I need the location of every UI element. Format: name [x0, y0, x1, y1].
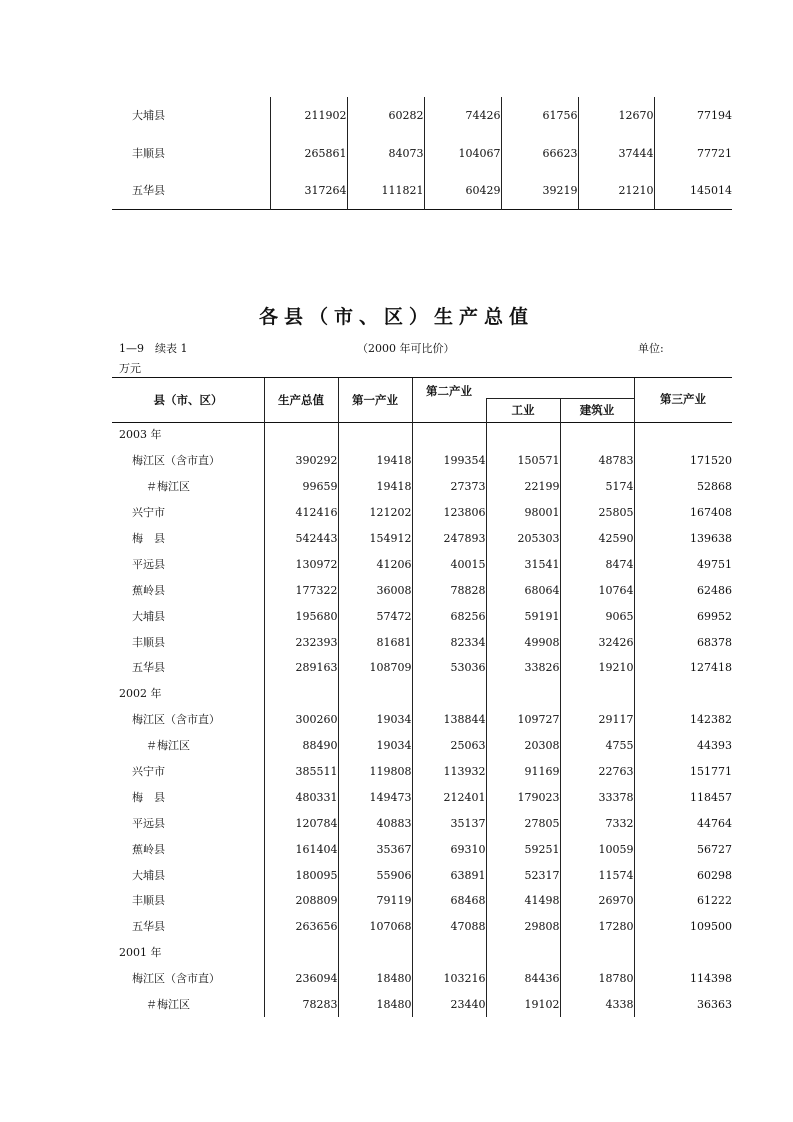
- table-row: [112, 888, 732, 914]
- tertiary-value: 36363: [634, 992, 732, 1018]
- year-row: [112, 940, 732, 966]
- construction-value: 11574: [560, 862, 634, 888]
- table-row: [112, 707, 732, 733]
- county-name: 大埔县: [132, 609, 165, 623]
- year-label: 2001 年: [119, 946, 162, 960]
- county-name: 五华县: [132, 920, 165, 934]
- header-secondary: 第二产业: [426, 384, 472, 398]
- construction-value: 18780: [560, 966, 634, 992]
- industry-value: 39219: [501, 172, 578, 210]
- tertiary-value: 52868: [634, 474, 732, 500]
- construction-value: 42590: [560, 526, 634, 552]
- construction-value: 8474: [560, 551, 634, 577]
- construction-value: 5174: [560, 474, 634, 500]
- industry-value: 33826: [486, 655, 560, 681]
- gdp-value: 265861: [270, 135, 347, 173]
- county-name: ＃梅江区: [146, 739, 190, 753]
- empty-cell: [486, 940, 560, 966]
- secondary-value: 138844: [412, 707, 486, 733]
- county-name: 平远县: [132, 557, 165, 571]
- secondary-value: 212401: [412, 784, 486, 810]
- primary-value: 18480: [338, 966, 412, 992]
- construction-value: 7332: [560, 810, 634, 836]
- gdp-value: 78283: [264, 992, 338, 1018]
- empty-cell: [264, 940, 338, 966]
- industry-value: 66623: [501, 135, 578, 173]
- primary-value: 40883: [338, 810, 412, 836]
- tertiary-value: 44393: [634, 733, 732, 759]
- industry-value: 61756: [501, 97, 578, 135]
- secondary-value: 27373: [412, 474, 486, 500]
- gdp-value: 88490: [264, 733, 338, 759]
- industry-value: 20308: [486, 733, 560, 759]
- industry-value: 49908: [486, 629, 560, 655]
- secondary-value: 47088: [412, 914, 486, 940]
- primary-value: 57472: [338, 603, 412, 629]
- continued-table: [112, 97, 732, 210]
- construction-value: 10764: [560, 577, 634, 603]
- year-row: [112, 681, 732, 707]
- table-row: [112, 733, 732, 759]
- tertiary-value: 68378: [634, 629, 732, 655]
- header-divider: [264, 378, 265, 422]
- county-name: 兴宁市: [132, 765, 165, 779]
- secondary-value: 78828: [412, 577, 486, 603]
- construction-value: 21210: [578, 172, 654, 210]
- gdp-value: 211902: [270, 97, 347, 135]
- gdp-value: 263656: [264, 914, 338, 940]
- tertiary-value: 56727: [634, 836, 732, 862]
- county-name: 丰顺县: [132, 146, 165, 160]
- tertiary-value: 118457: [634, 784, 732, 810]
- empty-cell: [634, 940, 732, 966]
- primary-value: 81681: [338, 629, 412, 655]
- primary-value: 60282: [347, 97, 424, 135]
- empty-cell: [634, 681, 732, 707]
- construction-value: 17280: [560, 914, 634, 940]
- table-row: [112, 992, 732, 1018]
- industry-value: 84436: [486, 966, 560, 992]
- tertiary-value: 145014: [654, 172, 732, 210]
- table-row: [112, 551, 732, 577]
- empty-cell: [560, 681, 634, 707]
- empty-cell: [486, 422, 560, 448]
- county-name: 平远县: [132, 816, 165, 830]
- industry-value: 29808: [486, 914, 560, 940]
- construction-value: 48783: [560, 448, 634, 474]
- tertiary-value: 44764: [634, 810, 732, 836]
- table-row: [112, 135, 732, 173]
- table-code: 1—9 续表 1: [119, 342, 188, 355]
- empty-cell: [412, 422, 486, 448]
- gdp-value: 412416: [264, 500, 338, 526]
- gdp-value: 99659: [264, 474, 338, 500]
- construction-value: 25805: [560, 500, 634, 526]
- primary-value: 41206: [338, 551, 412, 577]
- tertiary-value: 60298: [634, 862, 732, 888]
- tertiary-value: 151771: [634, 759, 732, 785]
- table-header: [112, 377, 732, 423]
- tertiary-value: 77721: [654, 135, 732, 173]
- county-name: 梅江区（含市直）: [132, 454, 220, 468]
- county-name: 梅江区（含市直）: [132, 972, 220, 986]
- secondary-value: 103216: [412, 966, 486, 992]
- industry-value: 98001: [486, 500, 560, 526]
- gdp-value: 385511: [264, 759, 338, 785]
- industry-value: 91169: [486, 759, 560, 785]
- year-label: 2002 年: [119, 687, 162, 701]
- primary-value: 36008: [338, 577, 412, 603]
- construction-value: 4338: [560, 992, 634, 1018]
- header-primary: 第一产业: [352, 393, 398, 407]
- primary-value: 35367: [338, 836, 412, 862]
- county-name: 蕉岭县: [132, 842, 165, 856]
- tertiary-value: 77194: [654, 97, 732, 135]
- industry-value: 52317: [486, 862, 560, 888]
- construction-value: 33378: [560, 784, 634, 810]
- primary-value: 119808: [338, 759, 412, 785]
- construction-value: 19210: [560, 655, 634, 681]
- secondary-value: 74426: [424, 97, 501, 135]
- gdp-value: 195680: [264, 603, 338, 629]
- header-tertiary: 第三产业: [660, 392, 706, 406]
- empty-cell: [338, 681, 412, 707]
- county-name: ＃梅江区: [146, 480, 190, 494]
- gdp-table: [112, 422, 732, 1017]
- county-name: 梅 县: [132, 790, 165, 804]
- primary-value: 108709: [338, 655, 412, 681]
- price-basis: （2000 年可比价）: [357, 342, 455, 355]
- county-name: 梅江区（含市直）: [132, 713, 220, 727]
- table-row: [112, 629, 732, 655]
- year-label: 2003 年: [119, 428, 162, 442]
- empty-cell: [486, 681, 560, 707]
- gdp-value: 130972: [264, 551, 338, 577]
- gdp-value: 232393: [264, 629, 338, 655]
- construction-value: 9065: [560, 603, 634, 629]
- table-row: [112, 97, 732, 135]
- secondary-value: 68256: [412, 603, 486, 629]
- gdp-value: 208809: [264, 888, 338, 914]
- county-name: 兴宁市: [132, 506, 165, 520]
- construction-value: 22763: [560, 759, 634, 785]
- empty-cell: [560, 940, 634, 966]
- table-row: [112, 836, 732, 862]
- header-divider: [634, 378, 635, 422]
- table-title: 各县（市、区）生产总值: [258, 306, 534, 328]
- secondary-value: 247893: [412, 526, 486, 552]
- unit-label: 单位:: [638, 342, 664, 355]
- gdp-value: 120784: [264, 810, 338, 836]
- secondary-value: 104067: [424, 135, 501, 173]
- secondary-value: 25063: [412, 733, 486, 759]
- industry-value: 205303: [486, 526, 560, 552]
- primary-value: 111821: [347, 172, 424, 210]
- gdp-value: 317264: [270, 172, 347, 210]
- header-county: 县（市、区）: [153, 393, 223, 407]
- industry-value: 22199: [486, 474, 560, 500]
- table-row: [112, 448, 732, 474]
- tertiary-value: 61222: [634, 888, 732, 914]
- tertiary-value: 142382: [634, 707, 732, 733]
- header-divider: [560, 398, 561, 422]
- year-row: [112, 422, 732, 448]
- gdp-value: 177322: [264, 577, 338, 603]
- empty-cell: [634, 422, 732, 448]
- secondary-value: 113932: [412, 759, 486, 785]
- table-row: [112, 526, 732, 552]
- construction-value: 37444: [578, 135, 654, 173]
- tertiary-value: 114398: [634, 966, 732, 992]
- empty-cell: [264, 422, 338, 448]
- county-name: 五华县: [132, 661, 165, 675]
- industry-value: 68064: [486, 577, 560, 603]
- primary-value: 107068: [338, 914, 412, 940]
- industry-value: 59251: [486, 836, 560, 862]
- secondary-value: 23440: [412, 992, 486, 1018]
- header-subrule: [486, 398, 634, 399]
- primary-value: 79119: [338, 888, 412, 914]
- empty-cell: [338, 422, 412, 448]
- primary-value: 19034: [338, 733, 412, 759]
- tertiary-value: 171520: [634, 448, 732, 474]
- construction-value: 26970: [560, 888, 634, 914]
- county-name: 丰顺县: [132, 894, 165, 908]
- industry-value: 179023: [486, 784, 560, 810]
- secondary-value: 199354: [412, 448, 486, 474]
- industry-value: 41498: [486, 888, 560, 914]
- empty-cell: [560, 422, 634, 448]
- unit-value: 万元: [119, 362, 141, 375]
- county-name: 梅 县: [132, 532, 165, 545]
- empty-cell: [412, 681, 486, 707]
- table-row: [112, 862, 732, 888]
- primary-value: 18480: [338, 992, 412, 1018]
- secondary-value: 40015: [412, 551, 486, 577]
- industry-value: 27805: [486, 810, 560, 836]
- table-row: [112, 914, 732, 940]
- table-row: [112, 474, 732, 500]
- gdp-value: 480331: [264, 784, 338, 810]
- construction-value: 4755: [560, 733, 634, 759]
- industry-value: 19102: [486, 992, 560, 1018]
- county-name: 大埔县: [132, 868, 165, 882]
- gdp-value: 390292: [264, 448, 338, 474]
- gdp-value: 236094: [264, 966, 338, 992]
- table-row: [112, 172, 732, 210]
- tertiary-value: 167408: [634, 500, 732, 526]
- primary-value: 19418: [338, 448, 412, 474]
- table-row: [112, 655, 732, 681]
- header-divider: [338, 378, 339, 422]
- industry-value: 150571: [486, 448, 560, 474]
- construction-value: 10059: [560, 836, 634, 862]
- construction-value: 29117: [560, 707, 634, 733]
- tertiary-value: 127418: [634, 655, 732, 681]
- primary-value: 55906: [338, 862, 412, 888]
- primary-value: 19418: [338, 474, 412, 500]
- primary-value: 84073: [347, 135, 424, 173]
- gdp-value: 161404: [264, 836, 338, 862]
- table-row: [112, 500, 732, 526]
- industry-value: 109727: [486, 707, 560, 733]
- county-name: 蕉岭县: [132, 583, 165, 597]
- construction-value: 12670: [578, 97, 654, 135]
- header-gdp: 生产总值: [278, 393, 324, 407]
- primary-value: 149473: [338, 784, 412, 810]
- secondary-value: 123806: [412, 500, 486, 526]
- secondary-value: 53036: [412, 655, 486, 681]
- county-name: 大埔县: [132, 109, 165, 123]
- secondary-value: 63891: [412, 862, 486, 888]
- county-name: 丰顺县: [132, 635, 165, 649]
- table-row: [112, 966, 732, 992]
- table-row: [112, 603, 732, 629]
- table-row: [112, 784, 732, 810]
- secondary-value: 82334: [412, 629, 486, 655]
- tertiary-value: 139638: [634, 526, 732, 552]
- secondary-value: 60429: [424, 172, 501, 210]
- primary-value: 121202: [338, 500, 412, 526]
- secondary-value: 68468: [412, 888, 486, 914]
- header-divider: [412, 378, 413, 422]
- industry-value: 59191: [486, 603, 560, 629]
- gdp-value: 289163: [264, 655, 338, 681]
- header-industry: 工业: [511, 403, 535, 417]
- table-row: [112, 810, 732, 836]
- tertiary-value: 69952: [634, 603, 732, 629]
- table-row: [112, 577, 732, 603]
- construction-value: 32426: [560, 629, 634, 655]
- gdp-value: 300260: [264, 707, 338, 733]
- secondary-value: 35137: [412, 810, 486, 836]
- gdp-value: 180095: [264, 862, 338, 888]
- empty-cell: [412, 940, 486, 966]
- gdp-value: 542443: [264, 526, 338, 552]
- industry-value: 31541: [486, 551, 560, 577]
- tertiary-value: 62486: [634, 577, 732, 603]
- empty-cell: [338, 940, 412, 966]
- primary-value: 19034: [338, 707, 412, 733]
- header-divider: [486, 398, 487, 422]
- tertiary-value: 109500: [634, 914, 732, 940]
- tertiary-value: 49751: [634, 551, 732, 577]
- secondary-value: 69310: [412, 836, 486, 862]
- table-row: [112, 759, 732, 785]
- header-construction: 建筑业: [579, 403, 615, 417]
- county-name: ＃梅江区: [146, 998, 190, 1012]
- empty-cell: [264, 681, 338, 707]
- primary-value: 154912: [338, 526, 412, 552]
- county-name: 五华县: [132, 184, 165, 197]
